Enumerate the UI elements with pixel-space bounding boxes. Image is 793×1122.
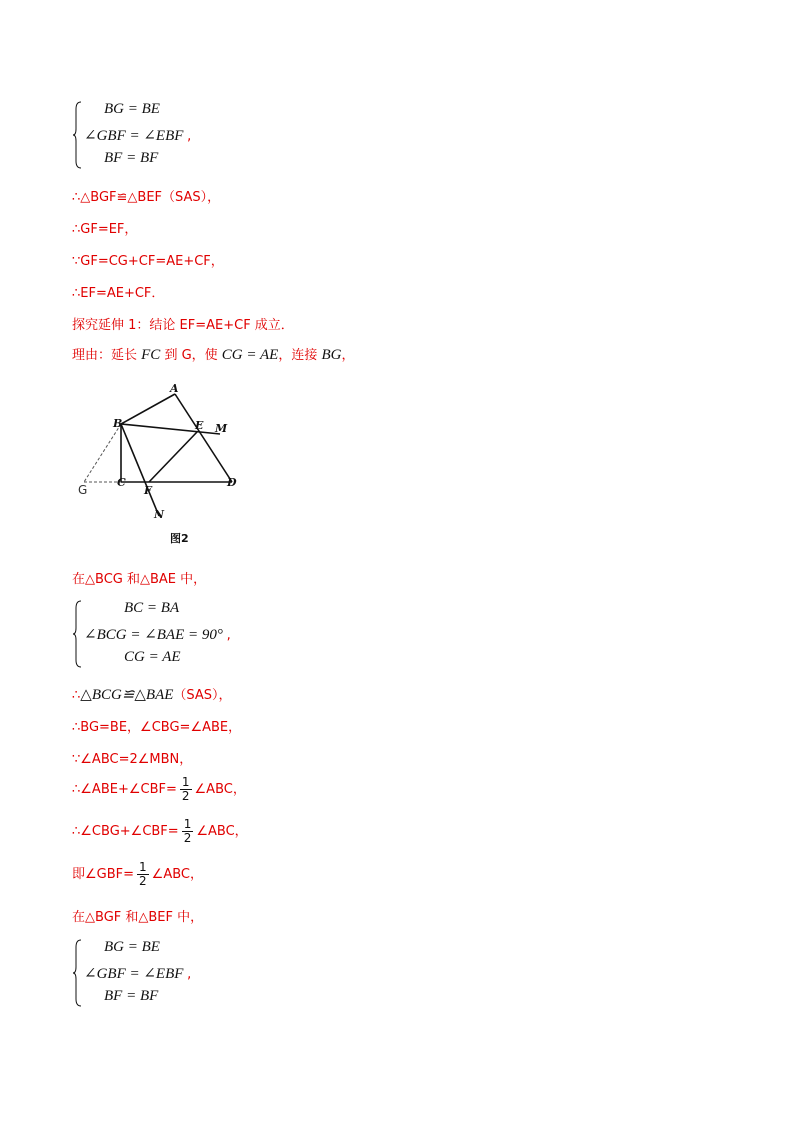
figure-caption: 图2 — [170, 532, 189, 545]
denominator: 2 — [183, 831, 192, 845]
comma: , — [226, 628, 231, 643]
segment-ab — [121, 394, 175, 424]
text-line: ∴BG=BE，∠CBG=∠ABE， — [72, 720, 242, 735]
suffix: （SAS）， — [173, 688, 232, 703]
fraction-line — [72, 776, 246, 803]
suffix: ∠ABC， — [196, 824, 248, 839]
system-row — [84, 126, 191, 145]
text-line: ∵GF=CG+CF=AE+CF， — [72, 254, 224, 269]
reason-suffix: ， — [341, 348, 355, 363]
prefix: ∴ — [72, 688, 81, 703]
segment-bm — [121, 424, 220, 434]
system-row: BF = BF — [104, 988, 159, 1004]
label-a: A — [170, 382, 179, 395]
segment-fe — [149, 432, 197, 482]
math-fc: FC — [141, 347, 161, 363]
label-c: C — [117, 476, 126, 489]
denominator: 2 — [181, 789, 190, 803]
numerator: 1 — [139, 860, 147, 874]
suffix: ∠ABC， — [194, 782, 246, 797]
fraction-line — [72, 861, 203, 888]
system-row — [84, 625, 231, 644]
left-brace — [72, 600, 82, 668]
prefix: 即∠GBF= — [72, 867, 135, 882]
left-brace — [72, 939, 82, 1007]
system-row: BC = BA — [124, 600, 180, 616]
system-row — [84, 964, 191, 983]
math-bg: BG — [321, 347, 342, 363]
system-row: CG = AE — [124, 649, 181, 665]
comma: , — [187, 967, 192, 982]
label-e: E — [195, 419, 204, 432]
math-cg-ae: CG = AE — [221, 347, 279, 363]
comma: , — [187, 129, 192, 144]
system-row: BF = BF — [104, 150, 159, 166]
math-congruence: △BCG≌△BAE — [80, 687, 174, 703]
prefix: ∴∠CBG+∠CBF= — [72, 824, 179, 839]
label-g: G — [78, 483, 88, 497]
text-line: ∴GF=EF， — [72, 222, 138, 237]
system-row-text: ∠BCG = ∠BAE = 90° — [84, 627, 223, 643]
fraction-half — [137, 861, 149, 888]
label-f: F — [144, 484, 152, 497]
label-m: M — [215, 422, 228, 435]
fraction-half — [182, 818, 194, 845]
system-row: BG = BE — [104, 101, 160, 117]
prefix: ∴∠ABE+∠CBF= — [72, 782, 177, 797]
reason-line — [72, 344, 354, 364]
label-n: N — [154, 508, 165, 521]
system-row-text: ∠GBF = ∠EBF — [84, 128, 184, 144]
congruence-line — [72, 684, 232, 704]
segment-bg-dashed — [84, 424, 121, 482]
suffix: ∠ABC， — [151, 867, 203, 882]
numerator: 1 — [181, 775, 190, 789]
segment-bn — [121, 424, 159, 516]
geometry-figure-2 — [72, 382, 252, 550]
system-row-text: ∠GBF = ∠EBF — [84, 966, 184, 982]
text-line: 探究延伸 1：结论 EF=AE+CF 成立． — [72, 318, 294, 333]
fraction-line — [72, 818, 248, 845]
left-brace — [72, 101, 82, 169]
text-line: ∴△BGF≌△BEF（SAS）， — [72, 190, 221, 205]
denominator: 2 — [139, 874, 147, 888]
segment-ad — [175, 394, 232, 482]
text-line: ∴EF=AE+CF． — [72, 286, 165, 301]
text-line: ∵∠ABC=2∠MBN， — [72, 752, 193, 767]
text-line: 在△BCG 和△BAE 中， — [72, 572, 207, 587]
reason-mid: ，连接 — [278, 348, 322, 363]
numerator: 1 — [183, 817, 192, 831]
system-row: BG = BE — [104, 939, 160, 955]
label-b: B — [113, 417, 123, 430]
reason-mid: 到 G，使 — [160, 348, 222, 363]
reason-prefix: 理由：延长 — [72, 348, 142, 363]
text-line: 在△BGF 和△BEF 中， — [72, 910, 204, 925]
label-d: D — [227, 476, 237, 489]
fraction-half — [180, 776, 192, 803]
